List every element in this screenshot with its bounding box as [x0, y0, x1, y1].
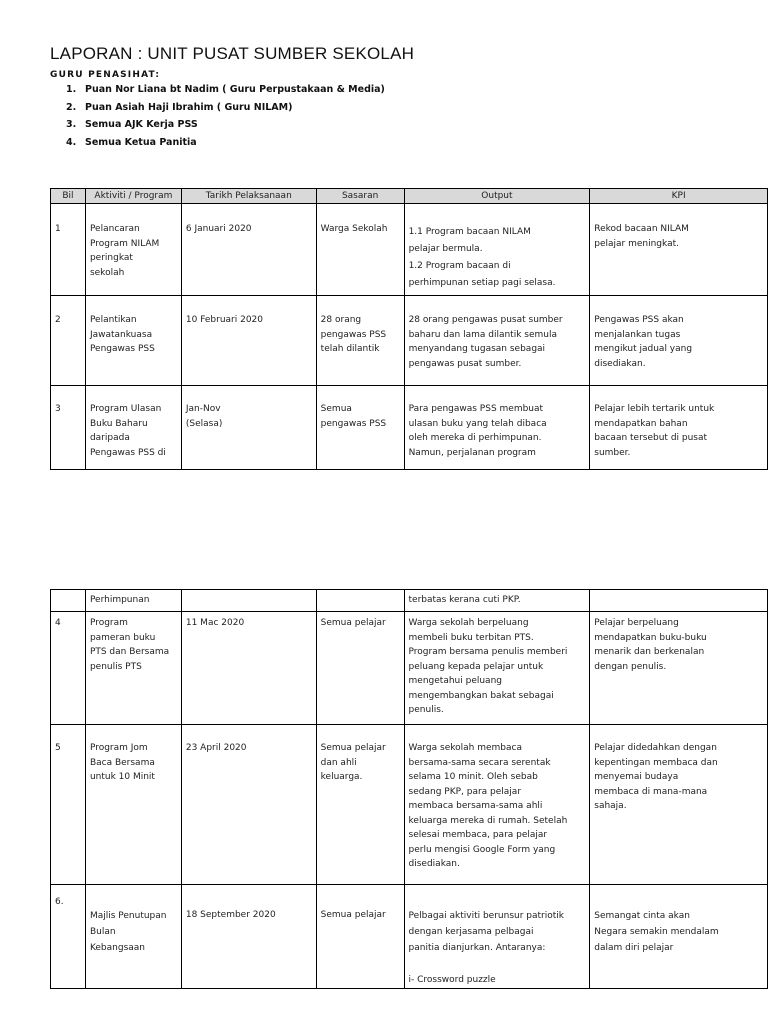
adviser-label: GURU PENASIHAT: — [50, 70, 161, 80]
cell-aktiviti — [85, 612, 181, 725]
cell-bil — [51, 725, 86, 885]
adviser-text: Semua AJK Kerja PSS — [85, 119, 198, 130]
cell-text: 6. — [55, 897, 64, 907]
cell-tarikh — [181, 204, 316, 296]
cell-output — [404, 885, 590, 989]
cell-text: Semangat cinta akan Negara semakin mendalam dalam diri pelajar — [594, 911, 719, 953]
cell-sasaran — [316, 296, 404, 386]
cell-bil — [51, 296, 86, 386]
cell-tarikh — [181, 296, 316, 386]
cell-text: 4 — [55, 618, 61, 628]
cell-kpi — [590, 296, 768, 386]
adviser-item — [66, 84, 385, 102]
header-output: Output — [404, 189, 590, 204]
cell-text: 11 Mac 2020 — [185, 618, 245, 628]
header-tarikh: Tarikh Pelaksanaan — [181, 189, 316, 204]
cell-sasaran — [316, 590, 404, 612]
cell-text: Pelajar lebih tertarik untuk mendapatkan bahan bacaan tersebut di pusat sumber. — [594, 404, 715, 458]
cell-output — [404, 386, 590, 470]
adviser-item — [66, 137, 385, 155]
cell-text: Pelbagai aktiviti berunsur patriotik dengan kerjasama pelbagai panitia dianjurkan. Antaranya: i- Crossword puzzle — [408, 911, 564, 985]
cell-text: Perhimpunan — [89, 595, 150, 605]
cell-text: 5 — [55, 743, 61, 753]
cell-aktiviti — [85, 296, 181, 386]
cell-text: 28 orang pengawas pusat sumber baharu dan lama dilantik semula menyandang tugasan sebagai pengawas pusat sumber. — [408, 315, 563, 369]
adviser-list — [66, 84, 385, 154]
cell-aktiviti — [85, 386, 181, 470]
cell-text: Rekod bacaan NILAM pelajar meningkat. — [594, 224, 689, 249]
cell-kpi — [590, 885, 768, 989]
table-row — [51, 386, 768, 470]
cell-tarikh — [181, 725, 316, 885]
cell-text: Majlis Penutupan Bulan Kebangsaan — [89, 911, 167, 953]
report-title: LAPORAN : UNIT PUSAT SUMBER SEKOLAH — [50, 44, 415, 63]
cell-text: 28 orang pengawas PSS telah dilantik — [320, 315, 387, 354]
cell-text: Pelantikan Jawatankuasa Pengawas PSS — [89, 315, 155, 354]
cell-aktiviti — [85, 204, 181, 296]
cell-text — [321, 590, 400, 593]
cell-output — [404, 296, 590, 386]
cell-text: Warga Sekolah — [320, 224, 388, 234]
cell-output — [404, 725, 590, 885]
cell-text: Para pengawas PSS membuat ulasan buku yang telah dibaca oleh mereka di perhimpunan. Namun, perjalanan program — [408, 404, 547, 458]
cell-text: 6 Januari 2020 — [185, 224, 252, 234]
cell-tarikh — [181, 386, 316, 470]
cell-kpi — [590, 590, 768, 612]
cell-text: 1.1 Program bacaan NILAM pelajar bermula. 1.2 Program bacaan di perhimpunan setiap pagi selasa. — [408, 227, 556, 288]
table-row — [51, 612, 768, 725]
cell-output — [404, 204, 590, 296]
table-row — [51, 296, 768, 386]
cell-text: Semua pelajar dan ahli keluarga. — [320, 743, 386, 782]
table-row — [51, 725, 768, 885]
cell-text: Warga sekolah berpeluang membeli buku terbitan PTS. Program bersama penulis memberi peluang kepada pelajar untuk mengetahui peluang mengembangkan bakat sebagai penulis. — [408, 618, 568, 715]
cell-text: Pelajar didedahkan dengan kepentingan membaca dan menyemai budaya membaca di mana-mana sahaja. — [594, 743, 718, 811]
cell-bil — [51, 612, 86, 725]
cell-output — [404, 612, 590, 725]
cell-text: 2 — [55, 315, 61, 325]
adviser-item — [66, 119, 385, 137]
cell-bil — [51, 885, 86, 989]
cell-text — [594, 590, 763, 593]
adviser-text: Puan Nor Liana bt Nadim ( Guru Perpustakaan & Media) — [85, 84, 385, 95]
cell-text: 23 April 2020 — [185, 743, 247, 753]
cell-text — [55, 590, 81, 593]
adviser-number: 2. — [66, 101, 77, 113]
cell-text: Semua pelajar — [320, 910, 386, 920]
cell-bil — [51, 386, 86, 470]
cell-sasaran — [316, 204, 404, 296]
cell-sasaran — [316, 885, 404, 989]
cell-text: 3 — [55, 404, 61, 414]
cell-text: Pelancaran Program NILAM peringkat sekolah — [89, 224, 160, 278]
table-row — [51, 885, 768, 989]
cell-kpi — [590, 204, 768, 296]
cell-tarikh — [181, 885, 316, 989]
adviser-number: 4. — [66, 136, 77, 148]
table-row — [51, 590, 768, 612]
adviser-number: 1. — [66, 84, 77, 95]
cell-text: Program Jom Baca Bersama untuk 10 Minit — [89, 743, 155, 782]
cell-aktiviti — [85, 725, 181, 885]
report-table-page-2 — [50, 589, 768, 989]
cell-aktiviti — [85, 885, 181, 989]
table-header-row — [51, 189, 768, 204]
cell-text: Pengawas PSS akan menjalankan tugas mengikut jadual yang disediakan. — [594, 315, 693, 369]
header-bil: Bil — [51, 189, 86, 204]
cell-text: 10 Februari 2020 — [185, 315, 264, 325]
cell-bil — [51, 204, 86, 296]
adviser-text: Puan Asiah Haji Ibrahim ( Guru NILAM) — [85, 101, 293, 113]
table-row — [51, 204, 768, 296]
adviser-number: 3. — [66, 119, 77, 130]
adviser-item — [66, 102, 385, 120]
cell-text: Warga sekolah membaca bersama-sama secara serentak selama 10 minit. Oleh sebab sedang PKP, para pelajar membaca bersama-sama ahli keluarga mereka di rumah. Setelah selesai membaca, para pelajar perlu mengisi Google Form yang disediakan. — [408, 743, 568, 869]
header-kpi: KPI — [590, 189, 768, 204]
cell-tarikh — [181, 590, 316, 612]
cell-text: Jan-Nov (Selasa) — [185, 404, 223, 429]
cell-output — [404, 590, 590, 612]
cell-bil — [51, 590, 86, 612]
adviser-text: Semua Ketua Panitia — [85, 136, 197, 148]
cell-sasaran — [316, 725, 404, 885]
cell-aktiviti — [85, 590, 181, 612]
cell-kpi — [590, 725, 768, 885]
cell-text: Program Ulasan Buku Baharu daripada Pengawas PSS di — [89, 404, 166, 458]
cell-tarikh — [181, 612, 316, 725]
cell-text: Semua pelajar — [320, 618, 386, 628]
header-aktiviti: Aktiviti / Program — [85, 189, 181, 204]
cell-text: 18 September 2020 — [185, 910, 276, 920]
cell-text: Program pameran buku PTS dan Bersama penulis PTS — [89, 618, 170, 672]
cell-text: Pelajar berpeluang mendapatkan buku-buku menarik dan berkenalan dengan penulis. — [594, 618, 707, 672]
report-table-page-1 — [50, 188, 768, 470]
cell-sasaran — [316, 386, 404, 470]
cell-text: 1 — [55, 224, 61, 234]
cell-text — [186, 590, 312, 593]
cell-text: Semua pengawas PSS — [320, 404, 387, 429]
cell-kpi — [590, 386, 768, 470]
header-sasaran: Sasaran — [316, 189, 404, 204]
cell-text: terbatas kerana cuti PKP. — [408, 595, 521, 605]
cell-kpi — [590, 612, 768, 725]
cell-sasaran — [316, 612, 404, 725]
